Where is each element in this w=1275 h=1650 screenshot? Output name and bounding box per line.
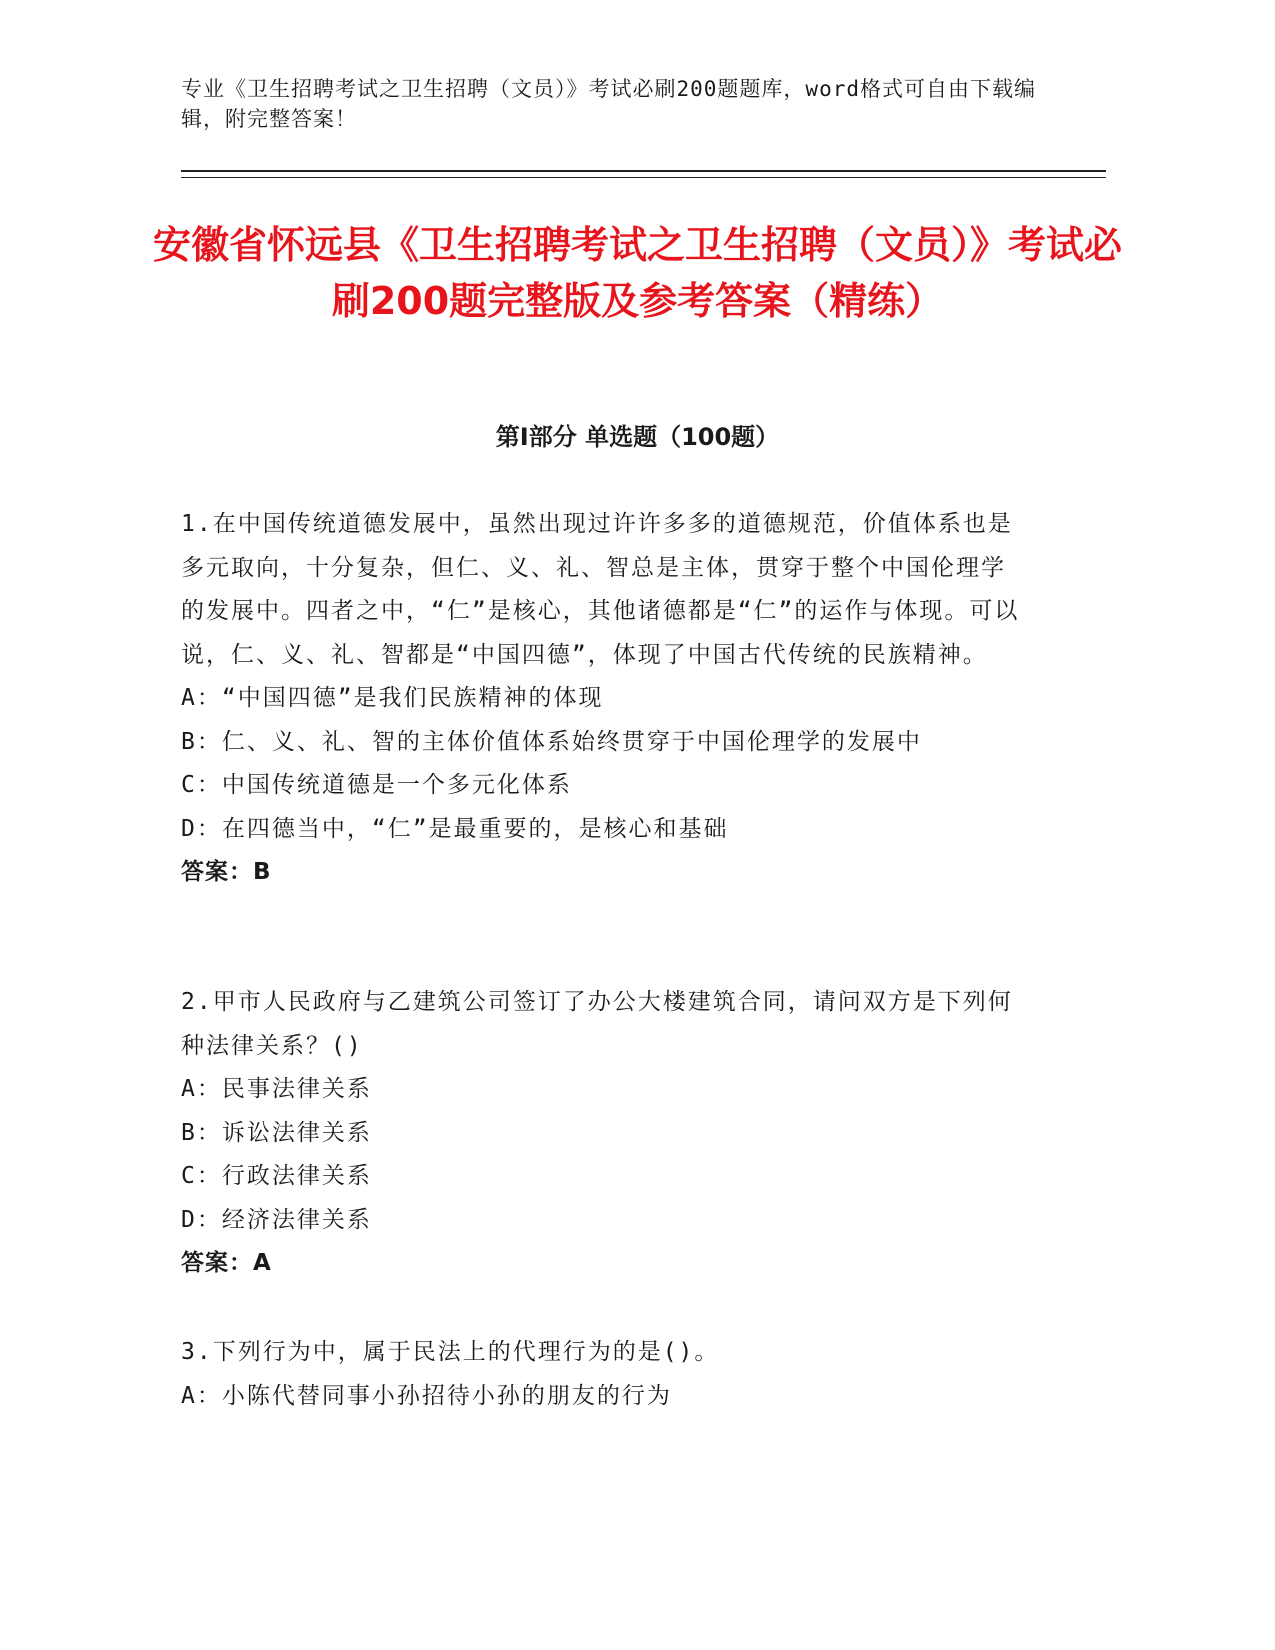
option-d: D：在四德当中，“仁”是最重要的，是核心和基础: [181, 815, 729, 842]
question-2: [181, 981, 1021, 1286]
option-a: A：民事法律关系: [181, 1076, 372, 1102]
option-b: B：仁、义、礼、智的主体价值体系始终贯穿于中国伦理学的发展中: [181, 728, 922, 755]
header-divider: [181, 170, 1106, 172]
question-stem: 2.甲市人民政府与乙建筑公司签订了办公大楼建筑合同，请问双方是下列何种法律关系？(): [181, 989, 1013, 1059]
section-title: 第Ⅰ部分 单选题（100题）: [495, 423, 780, 451]
option-c: C：中国传统道德是一个多元化体系: [181, 772, 572, 798]
option-b: B：诉讼法律关系: [181, 1119, 372, 1146]
header-note: 专业《卫生招聘考试之卫生招聘（文员）》考试必刷200题题库，word格式可自由下载编辑，附完整答案！: [181, 77, 1036, 131]
option-d: D：经济法律关系: [181, 1206, 372, 1233]
answer: 答案：B: [181, 859, 272, 885]
answer: 答案：A: [181, 1250, 272, 1276]
question-1: [181, 503, 1021, 895]
question-3: [181, 1331, 1021, 1418]
question-stem: 1.在中国传统道德发展中，虽然出现过许许多多的道德规范，价值体系也是多元取向，十分复杂，但仁、义、礼、智总是主体，贯穿于整个中国伦理学的发展中。四者之中，“仁”是核心，其他诸德都是“仁”的运作与体现。可以说，仁、义、礼、智都是“中国四德”，体现了中国古代传统的民族精神。: [181, 511, 1020, 668]
option-a: A：小陈代替同事小孙招待小孙的朋友的行为: [181, 1382, 672, 1409]
option-a: A：“中国四德”是我们民族精神的体现: [181, 685, 604, 711]
document-title: 安徽省怀远县《卫生招聘考试之卫生招聘（文员）》考试必刷200题完整版及参考答案（精练）: [152, 223, 1122, 323]
header-divider-thin: [181, 177, 1106, 178]
option-c: C：行政法律关系: [181, 1163, 372, 1189]
question-stem: 3.下列行为中，属于民法上的代理行为的是()。: [181, 1339, 720, 1365]
